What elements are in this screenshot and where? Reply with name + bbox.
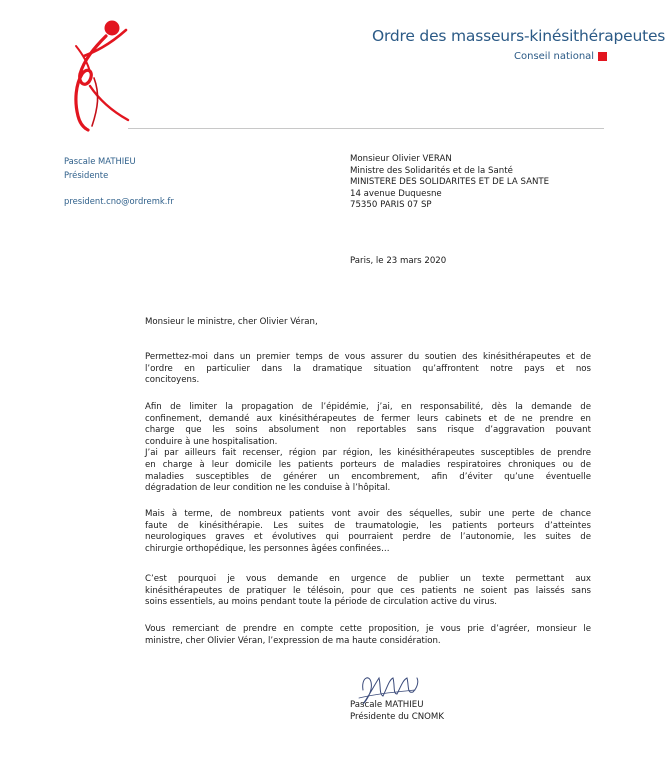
paragraph [145,509,591,555]
closing-title: Présidente du CNOMK [350,712,444,722]
recipient-block [350,154,549,212]
sender-email[interactable]: president.cno@ordremk.fr [64,196,174,206]
paragraph [145,574,591,609]
paragraph-line: chirurgie orthopédique, les personnes âgées confinées… [145,543,390,554]
date-line: Paris, le 23 mars 2020 [350,256,447,266]
paragraph-line: Mais à terme, de nombreux patients vont avoir des séquelles, subir une perte de chance [145,509,591,519]
paragraph-line: Permettez-moi dans un premier temps de vous assurer du soutien des kinésithérapeutes et de [145,352,591,362]
ordre-logo-icon [54,16,134,132]
recipient-line: Monsieur Olivier VERAN [350,154,452,164]
paragraph [145,402,591,495]
paragraph-line: C’est pourquoi je vous demande en urgence de publier un texte permettant aux [145,574,591,584]
sender-name: Pascale MATHIEU [64,156,136,166]
paragraph-line: charge que les soins absolument non reportables sans risque d’aggravation pouvant [145,425,591,436]
paragraph-line: maladies susceptibles de générer un encombrement, afin d’éviter qu’une éventuelle [145,471,591,482]
sender-role: Présidente [64,170,109,180]
paragraph [145,624,591,647]
paragraph-line: concitoyens. [145,375,200,386]
paragraph-line: Vous remerciant de prendre en compte cette proposition, je vous prie d’agréer, monsieur le [145,624,591,634]
paragraph [145,352,591,387]
paragraph-line: en charge à leur domicile les patients porteurs de maladies respiratoires chroniques ou de [145,459,591,470]
paragraph-line: ministre, cher Olivier Véran, l’expression de ma haute considération. [145,635,441,646]
org-subtitle: Conseil national [514,51,595,62]
paragraph-line: kinésithérapeutes de pratiquer le télésoin, pour que ces patients ne soient pas laissés sans [145,585,591,596]
recipient-line: MINISTERE DES SOLIDARITES ET DE LA SANTE [350,177,550,187]
closing-name: Pascale MATHIEU [350,700,424,710]
header-divider [128,128,604,129]
paragraph-line: dégradation de leur condition ne les conduise à l’hôpital. [145,483,391,494]
recipient-line: 14 avenue Duquesne [350,188,442,199]
paragraph-line: faute de kinésithérapie. Les suites de traumatologie, les patients porteurs d’atteintes [145,520,591,531]
paragraph-line: conduire à une hospitalisation. [145,436,278,447]
salutation: Monsieur le ministre, cher Olivier Véran, [145,317,318,327]
paragraph-line: l’ordre en particulier dans la dramatique situation qu’affrontent notre pays et nos [145,363,591,374]
paragraph-line: confinement, demandé aux kinésithérapeutes de fermer leurs cabinets et de ne prendre en [145,413,591,424]
paragraph-line: J’ai par ailleurs fait recenser, région par région, les kinésithérapeutes susceptibles de prendre [145,448,591,459]
recipient-line: Ministre des Solidarités et de la Santé [350,165,513,176]
paragraph-line: soins essentiels, au moins pendant toute la période de circulation active du virus. [145,597,498,608]
recipient-line: 75350 PARIS 07 SP [350,200,432,210]
paragraph-line: Afin de limiter la propagation de l’épidémie, j’ai, en responsabilité, dès la demande de [145,402,591,412]
red-square-icon [598,52,607,61]
paragraph-line: neurologiques graves et évolutives qui pourraient perdre de l’autonomie, les suites de [145,532,591,543]
org-name: Ordre des masseurs-kinésithérapeutes [372,27,666,45]
